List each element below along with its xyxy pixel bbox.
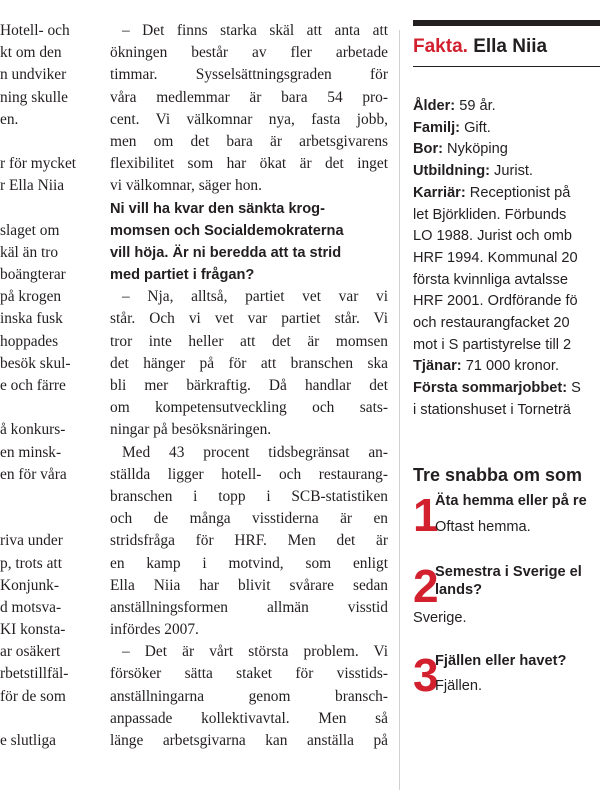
article-line: länge arbetsgivarna kan anställa på (110, 732, 388, 749)
fakta-value: HRF 1994. Kommunal 20 (413, 249, 578, 266)
question-text: Fjällen eller havet? (435, 653, 567, 669)
left-column-line (0, 131, 98, 153)
interview-question-line: vill höja. Är ni beredda att ta strid (110, 244, 342, 261)
fakta-value: Receptionist på (465, 184, 571, 201)
article-line: – Det är vårt största problem. Vi (122, 643, 388, 661)
tre-snabba-title: Tre snabba om som (413, 465, 583, 485)
left-column-line: hoppades (0, 332, 59, 350)
article-line: – Nja, alltså, partiet vet var vi (122, 288, 388, 306)
article-line: infördes 2007. (110, 621, 199, 639)
fakta-line (413, 270, 600, 292)
fakta-value: LO 1988. Jurist och omb (413, 228, 572, 245)
fakta-line (413, 96, 600, 118)
left-column-line: e slutliga (0, 732, 56, 749)
article-line: flexibilitet som har ökat är det inget (110, 155, 388, 173)
fakta-line (413, 356, 600, 378)
left-column-line: ning skulle (0, 88, 68, 106)
left-column-line: e och färre (0, 377, 66, 394)
article-line: men om det bara är arbetsgivarens (110, 132, 388, 150)
fakta-list (413, 96, 600, 422)
article-line: vi välkomnar, säger hon. (110, 177, 262, 195)
fakta-top-rule (413, 20, 600, 26)
fakta-value: 59 år. (455, 98, 496, 114)
article-line: det hänger på för att branschen ska (110, 354, 388, 372)
question-number: 2 (413, 560, 439, 612)
fakta-rule (413, 66, 600, 67)
fakta-line (413, 335, 600, 357)
left-column-line: r Ella Niia (0, 177, 65, 195)
fakta-value: Nyköping (443, 141, 508, 158)
fakta-value: 71 000 kronor. (461, 358, 560, 375)
fakta-key: Familj: (413, 119, 461, 136)
fakta-line (413, 161, 600, 183)
article-line: ställda ligger hotell- och restaurang- (110, 465, 388, 483)
question-number: 3 (413, 649, 439, 701)
article-line: branschen i topp i SCB-statistiken (110, 487, 388, 505)
left-column-line: för de som (0, 687, 66, 705)
left-column-line: inska fusk (0, 310, 63, 328)
fakta-line (413, 313, 600, 335)
article-line: anställningsformen allmän visstid (110, 598, 388, 616)
fakta-value: Jurist. (490, 163, 533, 180)
left-column-line: ar osäkert (0, 643, 61, 661)
middle-article-column (110, 20, 388, 752)
fakta-line (413, 248, 600, 270)
article-line: cent. Vi välkomnar nya, fasta jobb, (110, 110, 388, 128)
left-column-line: boängterar (0, 266, 66, 284)
question-line: lands? (435, 582, 483, 598)
fakta-value: i stationshuset i Torneträ (413, 401, 571, 418)
fakta-key: Tjänar: (413, 358, 462, 375)
left-column-line: en. (0, 110, 19, 128)
article-line: och de många visstiderna är en (110, 510, 388, 528)
left-column-line (0, 397, 98, 419)
answer-text: Fjällen. (435, 678, 483, 694)
fakta-key: Första sommarjobbet: (413, 380, 568, 397)
question-number: 1 (413, 489, 439, 541)
question-text: Äta hemma eller på re (435, 493, 587, 509)
left-column-line: Konjunk- (0, 576, 59, 594)
answer-text: Sverige. (413, 610, 467, 626)
left-column-line: på krogen (0, 288, 62, 306)
fakta-line (413, 291, 600, 313)
article-line: anställningarna genom bransch- (110, 687, 388, 705)
fakta-key: Ålder: (413, 98, 456, 114)
left-column-line: rbetstillfäl- (0, 665, 69, 683)
fakta-line (413, 400, 600, 422)
fakta-line (413, 226, 600, 248)
article-line: om kompetensutveckling och sats- (110, 399, 388, 417)
left-column-line: å konkurs- (0, 421, 66, 439)
fakta-box (413, 20, 600, 422)
left-article-column (0, 20, 98, 752)
question-text (435, 563, 582, 599)
fakta-key: Karriär: (413, 184, 466, 201)
article-line: en kamp i motvind, som enligt (110, 554, 388, 572)
left-column-line: besök skul- (0, 354, 71, 372)
article-line: våra medlemmar är bara 54 pro- (110, 88, 388, 106)
article-line: bli mer bärkraftig. Då handlar det (110, 377, 388, 394)
fakta-value: mot i S partistyrelse till 2 (413, 336, 572, 353)
left-column-line: en för våra (0, 465, 67, 483)
fakta-value: Gift. (460, 119, 491, 136)
article-line: tror inte heller att det är momsen (110, 332, 388, 350)
left-column-line: d motsva- (0, 598, 62, 616)
question-line: Semestra i Sverige el (435, 564, 582, 580)
article-line: timmar. Sysselsättningsgraden för (110, 66, 388, 84)
left-column-line: KI konsta- (0, 621, 66, 639)
column-divider (399, 30, 400, 790)
left-column-line: kt om den (0, 44, 62, 62)
article-line: stridsfråga för HRF. Men det är (110, 532, 388, 550)
fakta-value: första kvinnliga avtalsse (413, 271, 568, 288)
fakta-line (413, 118, 600, 140)
left-column-line: slaget om (0, 221, 60, 239)
left-column-line: riva under (0, 532, 63, 550)
left-column-line (0, 486, 98, 508)
left-column-line (0, 708, 98, 730)
fakta-line (413, 139, 600, 161)
left-column-line: en minsk- (0, 443, 62, 461)
article-line: Ella Niia har blivit svårare sedan (110, 576, 388, 594)
fakta-header (413, 36, 600, 58)
fakta-key: Utbildning: (413, 163, 490, 180)
article-line: – Det finns starka skäl att anta att (122, 22, 388, 39)
fakta-value: HRF 2001. Ordförande fö (413, 293, 578, 310)
interview-question-line: Ni vill ha kvar den sänkta krog- (110, 200, 325, 217)
fakta-line (413, 378, 600, 400)
fakta-line (413, 205, 600, 227)
interview-question-line: momsen och Socialdemokraterna (110, 222, 344, 239)
fakta-person-name: Ella Niia (473, 36, 548, 57)
article-line: står. Och vi vet var partiet står. Vi (110, 310, 388, 328)
fakta-key: Bor: (413, 141, 443, 158)
left-column-line: n undviker (0, 66, 67, 84)
article-line: ningar på besöksnäringen. (110, 421, 272, 439)
interview-question-line: med partiet i frågan? (110, 267, 255, 284)
left-column-line (0, 508, 98, 530)
article-line: anpassade kollektivavtal. Men så (110, 709, 388, 727)
left-column-line: p, trots att (0, 554, 62, 572)
article-line: försöker sätta staket för visstids- (110, 665, 388, 683)
fakta-value: och restaurangfacket 20 (413, 315, 570, 332)
left-column-line (0, 198, 98, 220)
article-line: ökningen består av fler arbetade (110, 44, 388, 62)
fakta-label: Fakta. (413, 36, 468, 57)
left-column-line: käl än tro (0, 243, 59, 261)
article-line: Med 43 procent tidsbegränsat an- (122, 443, 388, 461)
answer-text: Oftast hemma. (435, 519, 531, 535)
fakta-line (413, 183, 600, 205)
fakta-value: let Björkliden. Förbunds (413, 206, 567, 223)
left-column-line: r för mycket (0, 155, 77, 173)
left-column-line: Hotell- och (0, 22, 70, 39)
fakta-value: S (567, 380, 581, 397)
